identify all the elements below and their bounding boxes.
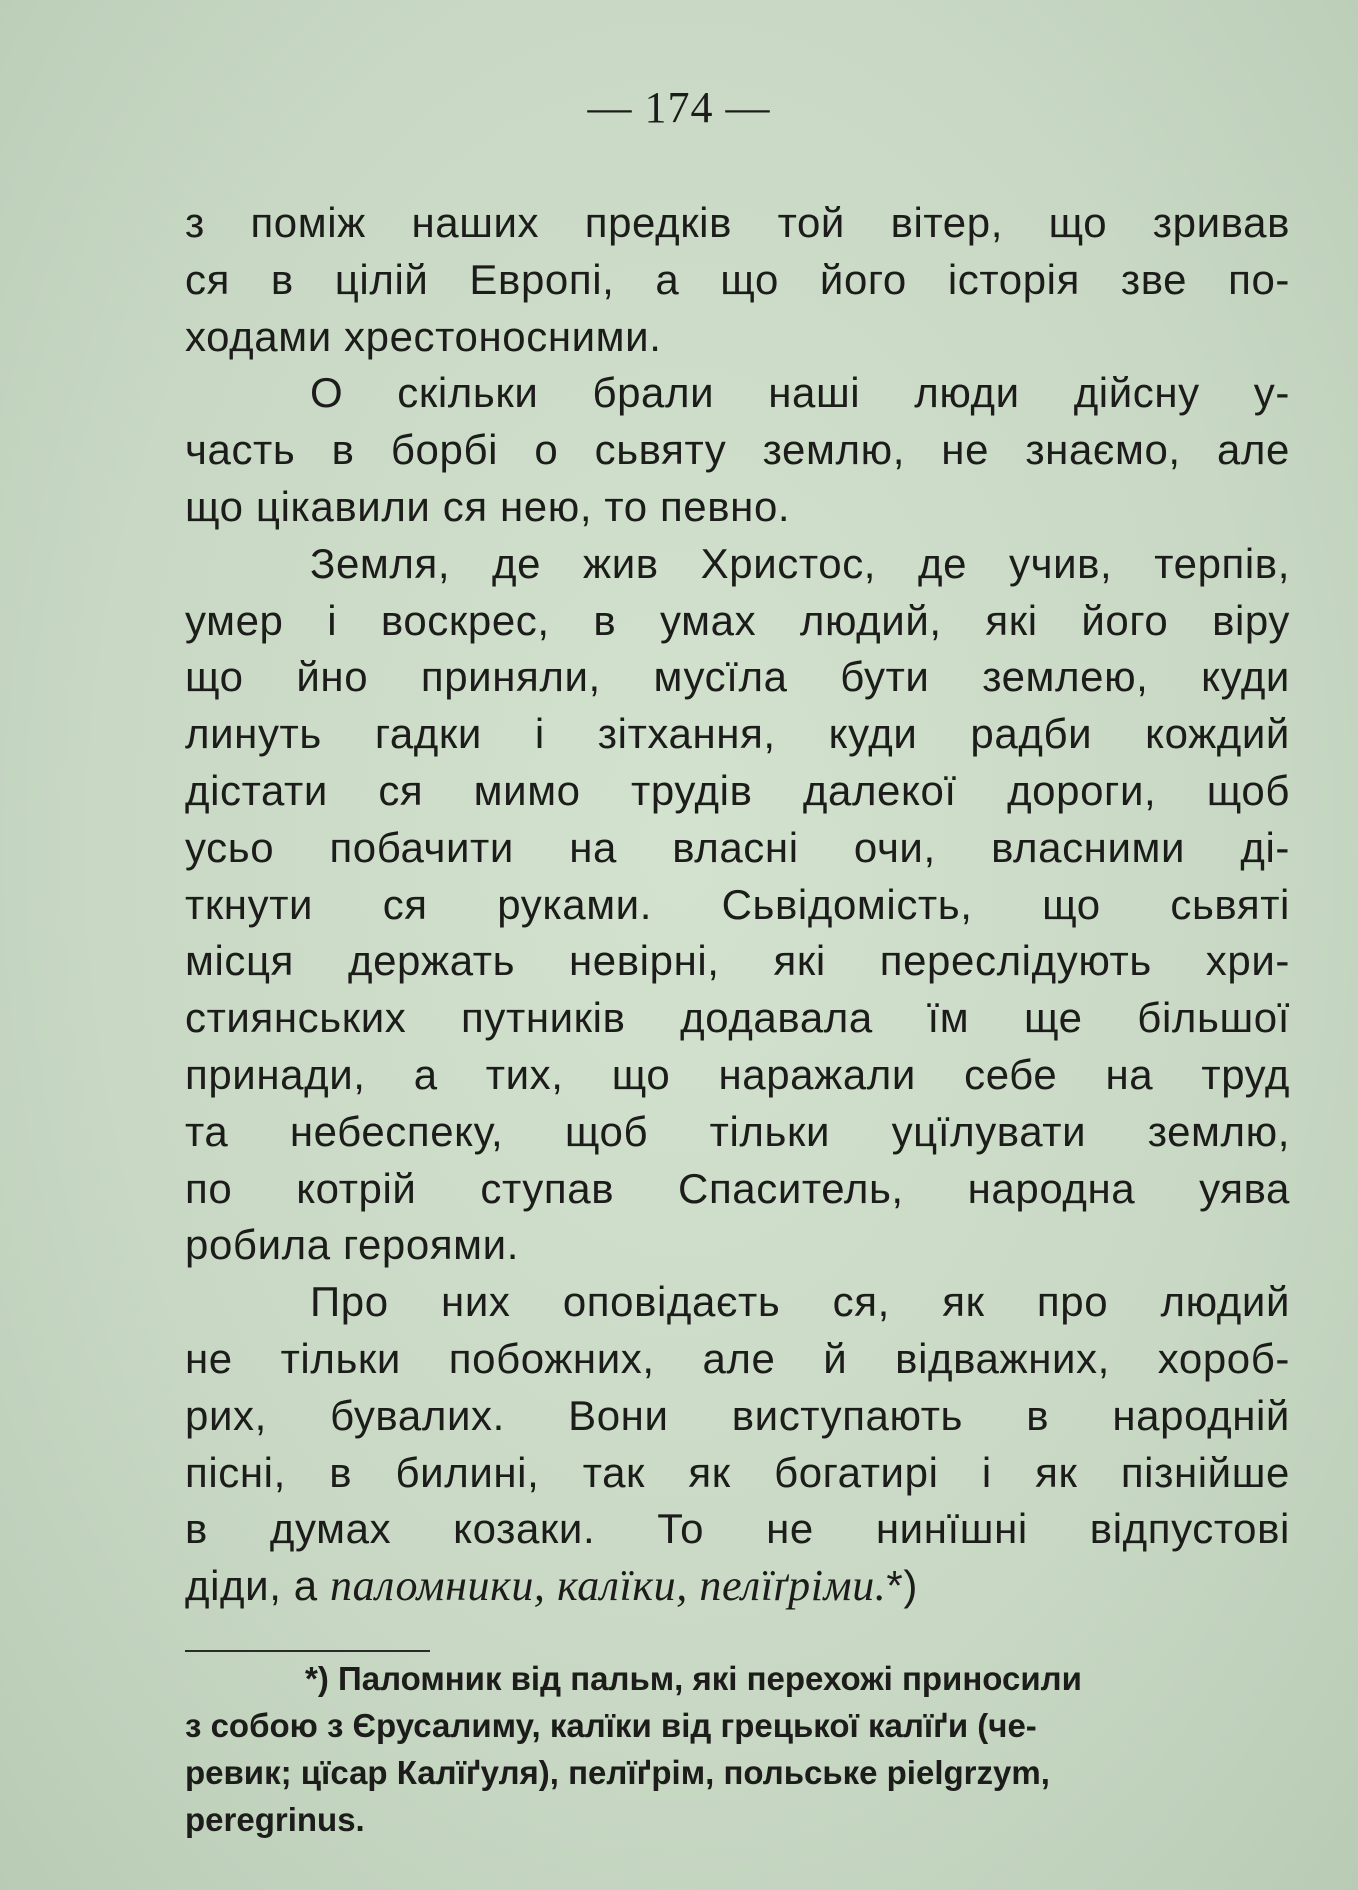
text-line: рих, бувалих. Вони виступають в народній <box>185 1391 1290 1439</box>
text-line: ся в цілій Европі, а що його історія зве по- <box>185 255 1290 303</box>
footnote-line: з собою з Єрусалиму, калїки від грецької калїґи (че- <box>185 1707 1037 1744</box>
text-line-last <box>185 1558 1290 1615</box>
text-line: линуть гадки і зітхання, куди радби кождий <box>185 710 1290 758</box>
footnote-line: *) Паломник від пальм, які перехожі приносили <box>305 1660 1082 1697</box>
paragraph-start-line: Про них оповідаєть ся, як про людий <box>310 1278 1290 1326</box>
text-line: умер і воскрес, в умах людий, які його віру <box>185 596 1290 644</box>
text-line: що йно приняли, мусїла бути землею, куди <box>185 653 1290 701</box>
footnote <box>185 1655 1290 1843</box>
footnote-line: peregrinus. <box>185 1801 365 1838</box>
text-line-start: діди, а <box>185 1562 318 1610</box>
text-line: робила героями. <box>185 1221 519 1269</box>
footnote-marker: *) <box>886 1562 918 1610</box>
text-line: не тільки побожних, але й відважних, хороб- <box>185 1334 1290 1382</box>
text-line: дістати ся мимо трудів далекої дороги, щоб <box>185 766 1290 814</box>
text-line: ходами хрестоносними. <box>185 312 662 360</box>
footnote-line: ревик; цїсар Калїґуля), пелїґрім, польське pielgrzym, <box>185 1754 1050 1791</box>
text-line: місця держать невірні, які переслідують хри- <box>185 937 1290 985</box>
text-line: часть в борбі о сьвяту землю, не знаємо, але <box>185 426 1290 474</box>
text-line: усьо побачити на власні очи, власними ді- <box>185 823 1290 871</box>
body-text <box>185 195 1290 1615</box>
text-line: принади, а тих, що наражали себе на труд <box>185 1050 1290 1098</box>
text-line: що цікавили ся нею, то певно. <box>185 482 791 530</box>
text-line: з поміж наших предків той вітер, що зривав <box>185 199 1290 246</box>
footnote-divider <box>185 1650 430 1652</box>
text-line: та небеспеку, щоб тільки уцїлувати землю, <box>185 1107 1290 1155</box>
text-line: по котрій ступав Спаситель, народна уява <box>185 1164 1290 1212</box>
text-line: пісні, в билині, так як богатирі і як пізнійше <box>185 1448 1290 1496</box>
text-line: ткнути ся руками. Сьвідомість, що сьвяті <box>185 880 1290 928</box>
page-number: — 174 — <box>587 83 771 132</box>
paragraph-start-line: О скільки брали наші люди дійсну у- <box>310 369 1290 417</box>
paragraph-start-line: Земля, де жив Христос, де учив, терпів, <box>310 539 1290 587</box>
text-line: стиянських путників додавала їм ще більшої <box>185 994 1290 1042</box>
text-line: в думах козаки. То не нинїшні відпустові <box>185 1505 1290 1553</box>
italic-terms: паломники, калїки, пелїґріми. <box>329 1561 887 1611</box>
